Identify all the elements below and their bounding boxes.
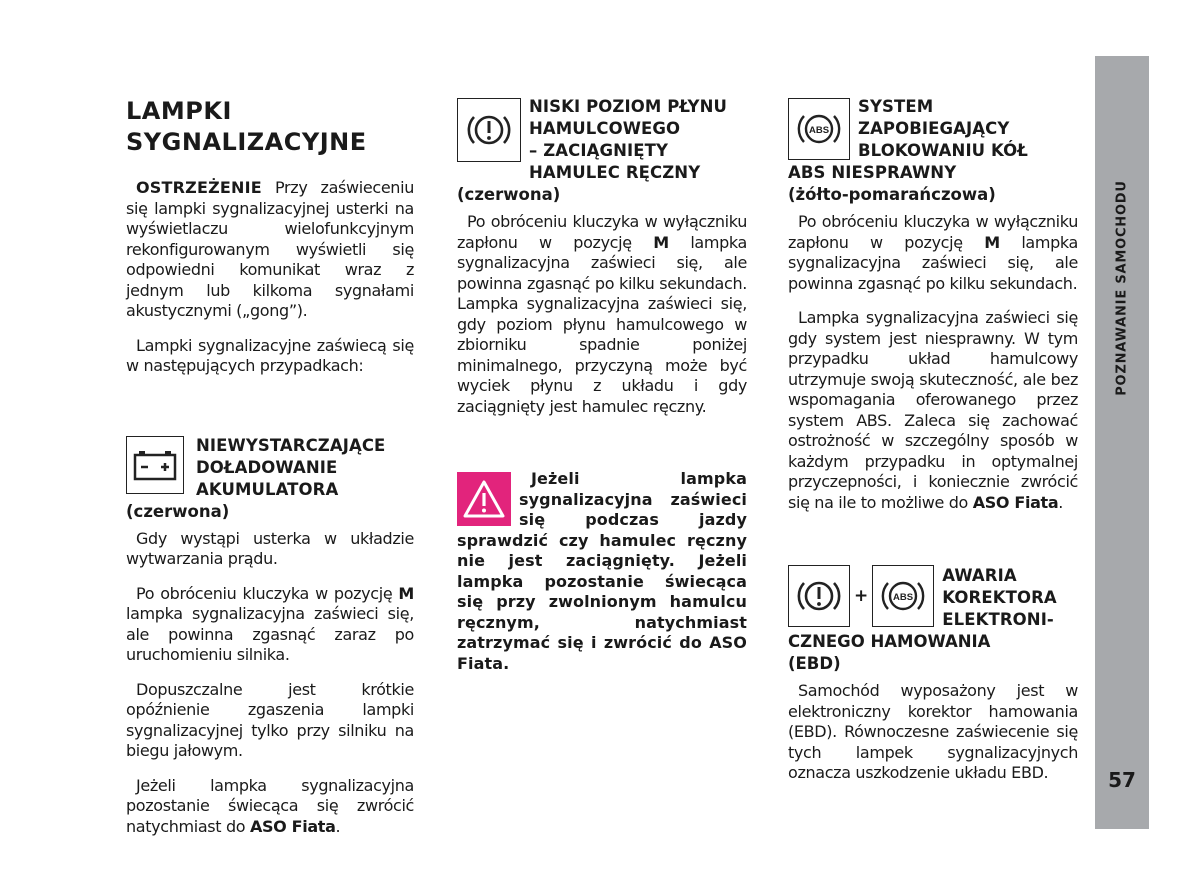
abs-p2 bbox=[788, 308, 1078, 513]
warning-text: Przy zaświeceniu się lampki sygnalizacyjnej usterki na wyświetlaczu wielofunkcyjnym rekonfigurowanym wyświetli się odpowiedni komunikat wraz z jednym lub kilkoma sygnałami akustycznymi („gong”). bbox=[126, 178, 414, 320]
brake-warning-icon bbox=[457, 98, 521, 162]
battery-heading-block bbox=[126, 435, 414, 501]
abs-heading-4: ABS NIESPRAWNY bbox=[788, 163, 957, 182]
abs-p2-c: . bbox=[1058, 492, 1064, 512]
battery-p1: Gdy wystąpi usterka w układzie wytwarzania prądu. bbox=[126, 528, 414, 568]
ebd-heading-2: KOREKTORA bbox=[942, 588, 1057, 607]
ebd-p1: Samochód wyposażony jest w elektroniczny korektor hamowania (EBD). Równoczesne zaświecenie się tych lampek sygnalizacyjnych oznacza uszkodzenie układu EBD. bbox=[788, 681, 1078, 782]
abs-heading-block bbox=[788, 96, 1078, 184]
abs-p2-a: Lampka sygnalizacyjna zaświeci się gdy system jest niesprawny. W tym przypadku układ hamulcowy utrzymuje swoją skuteczność, ale bez wspomagania oferowanego przez system ABS. Zaleca się zachować ostrożność w szczególny sposób w każdym przypadku in optymalnej przyczepności, i koniecznie zwrócić się na ile to możliwe do bbox=[788, 308, 1078, 512]
battery-p3: Dopuszczalne jest krótkie opóźnienie zgaszenia lampki sygnalizacyjnej tylko przy silniku na biegu jałowym. bbox=[126, 679, 414, 760]
abs-p1-a: Po obróceniu kluczyka w wyłączniku zapłonu w pozycję bbox=[788, 212, 1078, 252]
abs-p2-b: ASO Fiata bbox=[972, 492, 1059, 512]
brake-heading-1: NISKI POZIOM PŁYNU bbox=[529, 97, 727, 116]
brake-p1-b: lampka sygnalizacyjna zaświeci się, ale powinna zgasnąć po kilku sekundach. Lampka sygnalizacyjna zaświeci się, gdy poziom płynu hamulcowego w zbiorniku spadnie poniżej minimalnego, przyczyną może być wyciek płynu z układu i gdy zaciągnięty jest hamulec ręczny. bbox=[457, 232, 747, 416]
abs-icon bbox=[788, 98, 850, 160]
brake-p1-a: Po obróceniu kluczyka w wyłączniku zapłonu w pozycję bbox=[457, 212, 747, 252]
brake-heading-3: – ZACIĄGNIĘTY bbox=[529, 141, 669, 160]
warning-box bbox=[457, 469, 747, 674]
ebd-heading-4: CZNEGO HAMOWANIA bbox=[788, 632, 991, 651]
abs-heading-3: BLOKOWANIU KÓŁ bbox=[858, 141, 1028, 160]
warning-triangle-icon bbox=[457, 472, 511, 526]
ebd-heading-1: AWARIA bbox=[942, 566, 1017, 585]
intro-paragraph: Lampki sygnalizacyjne zaświecą się w następujących przypadkach: bbox=[126, 335, 414, 375]
brake-p1-key: M bbox=[653, 232, 669, 252]
title-line-1: LAMPKI bbox=[126, 97, 232, 125]
ebd-heading-3: ELEKTRONI- bbox=[942, 610, 1054, 629]
ebd-abs-icon-label: ABS bbox=[893, 592, 914, 603]
section-title bbox=[126, 96, 414, 158]
section-label: POZNAWANIE SAMOCHODU bbox=[1114, 180, 1130, 396]
battery-p4-c: . bbox=[335, 816, 341, 836]
brake-p1 bbox=[457, 212, 747, 417]
brake-heading-4: HAMULEC RĘCZNY bbox=[529, 163, 701, 182]
title-line-2: SYGNALIZACYJNE bbox=[126, 128, 367, 156]
battery-p4 bbox=[126, 776, 414, 838]
warning-paragraph bbox=[126, 178, 414, 322]
warning-label: OSTRZEŻENIE bbox=[136, 178, 262, 197]
plus-sign: + bbox=[854, 586, 869, 606]
abs-color: (żółto-pomarańczowa) bbox=[788, 185, 996, 204]
column-right bbox=[788, 96, 1078, 798]
battery-p2-a: Po obróceniu kluczyka w pozycję bbox=[136, 583, 399, 603]
battery-p4-a: Jeżeli lampka sygnalizacyjna pozostanie świecąca się zwrócić natychmiast do bbox=[126, 775, 414, 836]
side-tab bbox=[1095, 56, 1149, 829]
battery-icon bbox=[126, 436, 184, 494]
brake-warning-icon bbox=[788, 565, 850, 627]
ebd-heading-5: (EBD) bbox=[788, 654, 841, 673]
warning-box-text: Jeżeli lampka sygnalizacyjna zaświeci się podczas jazdy sprawdzić czy hamulec ręczny nie jest zaciągnięty. Jeżeli lampka pozostanie świecąca się przy zwolnionym hamulcu ręcznym, natychmiast zatrzymać się i zwrócić do ASO Fiata. bbox=[457, 469, 747, 673]
brake-heading-2: HAMULCOWEGO bbox=[529, 119, 681, 138]
column-left bbox=[126, 96, 414, 851]
battery-p4-b: ASO Fiata bbox=[249, 816, 336, 836]
brake-color: (czerwona) bbox=[457, 185, 561, 204]
ebd-heading-block bbox=[788, 565, 1078, 631]
abs-p1-key: M bbox=[984, 232, 1000, 252]
abs-p1 bbox=[788, 212, 1078, 294]
abs-p1-b: lampka sygnalizacyjna zaświeci się, ale powinna zgasnąć po kilku sekundach. bbox=[788, 232, 1078, 293]
battery-p2-key: M bbox=[398, 583, 414, 603]
brake-heading-block bbox=[457, 96, 747, 184]
abs-icon-label: ABS bbox=[808, 125, 830, 136]
abs-heading-1: SYSTEM bbox=[858, 97, 934, 116]
battery-heading-3: AKUMULATORA bbox=[196, 479, 339, 499]
battery-p2-b: lampka sygnalizacyjna zaświeci się, ale powinna zgasnąć zaraz po uruchomieniu silnika. bbox=[126, 604, 414, 664]
page-number: 57 bbox=[1108, 768, 1136, 792]
column-middle bbox=[457, 96, 747, 674]
battery-color: (czerwona) bbox=[126, 501, 230, 521]
ebd-icon-group bbox=[788, 565, 934, 627]
battery-heading-2: DOŁADOWANIE bbox=[196, 457, 338, 477]
battery-heading-1: NIEWYSTARCZAJĄCE bbox=[196, 435, 386, 455]
abs-icon bbox=[872, 565, 934, 627]
battery-p2 bbox=[126, 584, 414, 666]
abs-heading-2: ZAPOBIEGAJĄCY bbox=[858, 119, 1010, 138]
